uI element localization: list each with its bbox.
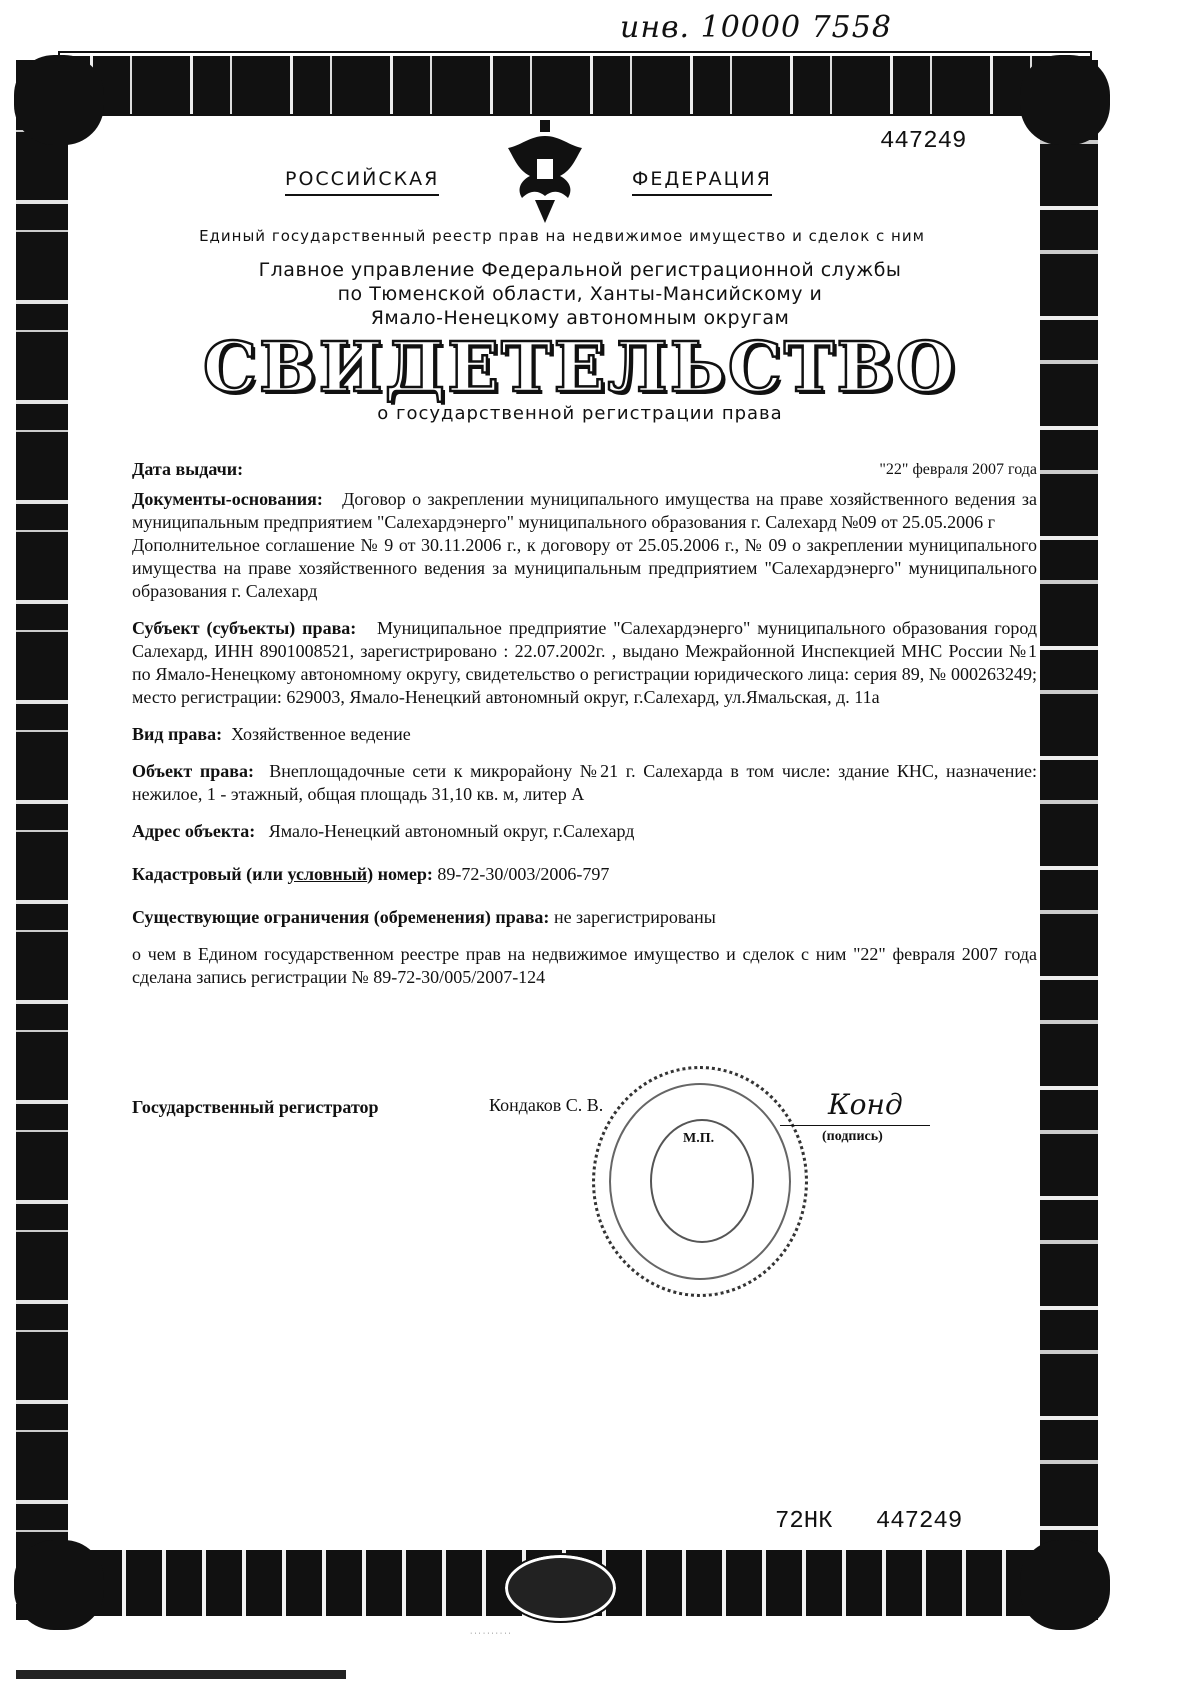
object-value: Внеплощадочные сети к микрорайону №21 г. Салехарда в том числе: здание КНС, назначение: нежилое, 1 - этажный, общая площадь 31,10 кв. м, литер А (132, 761, 1037, 804)
certificate-body (132, 458, 1037, 989)
seal-label: М.П. (683, 1131, 715, 1146)
emblem-tail (535, 200, 555, 223)
ornamental-border-right (1040, 60, 1098, 1620)
country-name-left: РОССИЙСКАЯ (285, 168, 439, 196)
emblem-crown (540, 120, 550, 132)
ornamental-border-left (16, 60, 68, 1620)
field-address (132, 820, 1037, 843)
scan-artifact (16, 1670, 346, 1679)
field-encumbrances (132, 906, 1037, 929)
handwritten-inventory-note: инв. 10000 7558 (620, 10, 892, 45)
registration-record-statement: о чем в Едином государственном реестре прав на недвижимое имущество и сделок с ним "22" февраля 2007 года сделана запись регистрации № 89-72-30/005/2007-124 (132, 944, 1037, 987)
encumbrances-value: не зарегистрированы (553, 907, 716, 927)
cadastral-label-underlined: условный (287, 864, 368, 884)
ornament-medallion (505, 1555, 616, 1621)
form-series-serial: 72НК 447249 (775, 1508, 963, 1535)
printer-imprint: · · · · · · · · · · (470, 1630, 511, 1637)
cadastral-label-suffix: ) номер: (367, 864, 433, 884)
authority-line: по Тюменской области, Ханты-Мансийскому и (337, 283, 823, 305)
cadastral-number-value: 89-72-30/003/2006-797 (437, 864, 610, 884)
object-label: Объект права: (132, 761, 254, 781)
ornament-corner-bottom-left (14, 1540, 104, 1630)
field-subject (132, 617, 1037, 709)
country-name-right: ФЕДЕРАЦИЯ (632, 168, 772, 196)
ornamental-border-top (60, 53, 1090, 114)
ornament-corner-top-left (14, 55, 104, 145)
registrar-name: Кондаков С. В. (489, 1095, 604, 1115)
field-basis-documents (132, 488, 1037, 534)
field-issue-date (132, 458, 1037, 488)
cadastral-label-prefix: Кадастровый (или (132, 864, 288, 884)
address-value: Ямало-Ненецкий автономный округ, г.Салехард (268, 821, 635, 841)
right-type-label: Вид права: (132, 724, 223, 744)
basis-documents-value: Договор о закреплении муниципального имущества на праве хозяйственного ведения за муниципальным предприятием "Салехардэнерго" муниципального образования г. Салехард №09 от 25.05.2006 г (132, 489, 1038, 532)
field-right-type (132, 723, 1037, 746)
ornament-corner-bottom-right (1020, 1540, 1110, 1630)
signature-line (780, 1125, 930, 1126)
coat-of-arms-icon (500, 118, 590, 228)
certificate-subtitle: о государственной регистрации права (377, 403, 783, 424)
field-cadastral-number (132, 863, 1037, 886)
handwritten-signature: Конд (828, 1088, 903, 1121)
certificate-title: СВИДЕТЕЛЬСТВО (202, 328, 958, 408)
registry-name: Единый государственный реестр прав на недвижимое имущество и сделок с ним (199, 227, 925, 245)
encumbrances-label: Существующие ограничения (обременения) права: (132, 907, 550, 927)
authority-line: Ямало-Ненецкому автономным округам (370, 307, 790, 329)
emblem-shield (536, 158, 554, 180)
issue-date-label: Дата выдачи: (132, 459, 244, 479)
ornament-corner-top-right (1020, 55, 1110, 145)
issue-date-value: "22" февраля 2007 года (879, 461, 1037, 478)
field-object (132, 760, 1037, 806)
authority-line: Главное управление Федеральной регистрационной службы (258, 259, 902, 281)
subject-label: Субъект (субъекты) права: (132, 618, 357, 638)
signature-caption: (подпись) (822, 1129, 883, 1144)
subject-value: Муниципальное предприятие "Салехардэнерго" муниципального образования город Салехард, ИНН 8901008521, зарегистрировано : 22.07.2002г. , выдано Межрайонной Инспекцией МНС России №1 по Ямало-Ненецкому автономному округу, свидетельство о регистрации юридического лица: серия 89, № 000263249; место регистрации: 629003, Ямало-Ненецкий автономный округ, г.Салехард, ул.Ямальская, д. 11а (132, 618, 1038, 707)
registrar-role: Государственный регистратор (132, 1097, 379, 1117)
basis-documents-label: Документы-основания: (132, 489, 323, 509)
address-label: Адрес объекта: (132, 821, 256, 841)
official-seal (592, 1066, 808, 1297)
field-basis-documents-additional: Дополнительное соглашение № 9 от 30.11.2006 г., к договору от 25.05.2006 г., № 09 о закреплении муниципального имущества на праве хозяйственного ведения за муниципальным предприятием "Салехардэнерго" муниципального образования г. Салехард (132, 535, 1037, 601)
issuing-authority (160, 258, 1000, 330)
right-type-value: Хозяйственное ведение (231, 724, 411, 744)
serial-number-top: 447249 (880, 128, 967, 155)
